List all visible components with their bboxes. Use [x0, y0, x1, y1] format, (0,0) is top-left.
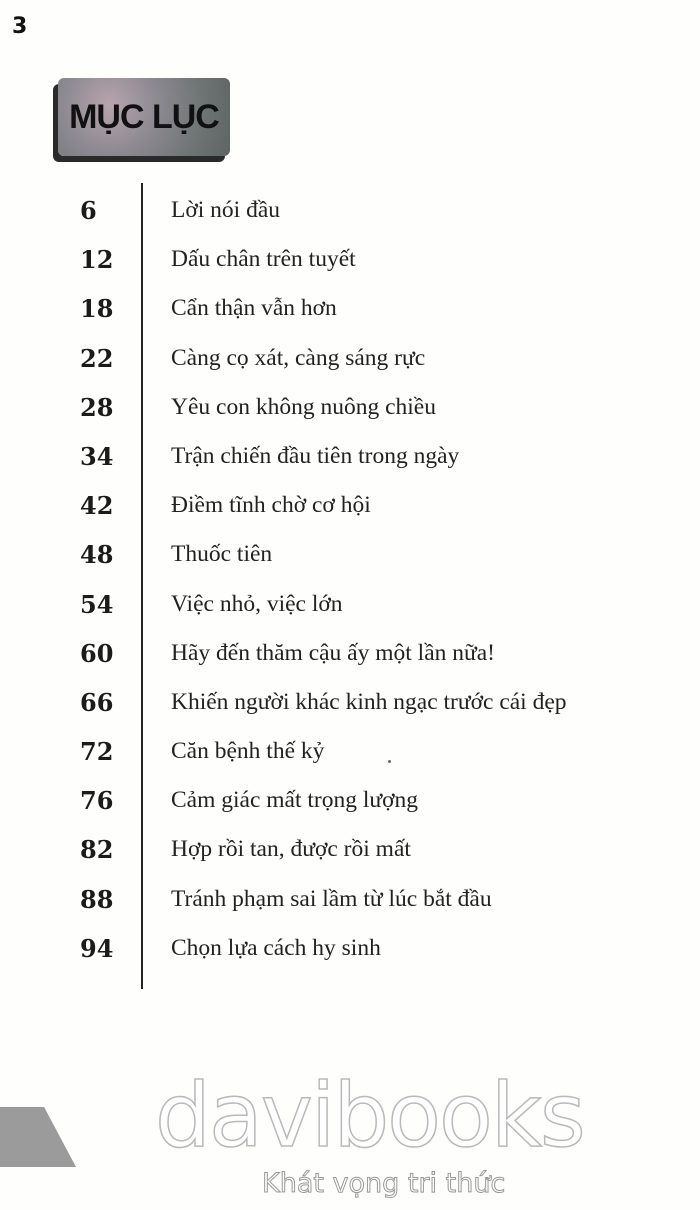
toc-entry-title: Hãy đến thăm cậu ấy một lần nữa! — [171, 639, 495, 666]
toc-entry-title: Cảm giác mất trọng lượng — [171, 787, 419, 814]
toc-entry-title: Điềm tĩnh chờ cơ hội — [171, 492, 371, 519]
toc-page-number: 34 — [80, 441, 114, 471]
toc-page-number: 66 — [80, 687, 114, 717]
toc-entry-title: Lời nói đầu — [171, 197, 281, 223]
toc-entry-title: Dấu chân trên tuyết — [171, 246, 356, 273]
toc-entry[interactable] — [0, 188, 700, 237]
page-number-tab — [0, 1107, 76, 1167]
toc-heading-badge — [58, 78, 230, 156]
toc-entry-title: Thuốc tiên — [171, 541, 273, 568]
toc-entry-title: Căn bệnh thế kỷ — [171, 738, 325, 765]
toc-page-number: 6 — [80, 196, 97, 225]
toc-entry[interactable] — [0, 237, 700, 286]
toc-page-number: 72 — [80, 737, 114, 767]
toc-entry[interactable] — [0, 434, 700, 483]
toc-entry[interactable] — [0, 532, 700, 581]
toc-entry[interactable] — [0, 582, 700, 631]
toc-page-number: 12 — [80, 245, 114, 275]
toc-entry-title: Cẩn thận vẫn hơn — [171, 295, 337, 322]
toc-entry[interactable] — [0, 336, 700, 385]
toc-entry[interactable] — [0, 827, 700, 876]
toc-entry[interactable] — [0, 385, 700, 434]
toc-entry-title: Trận chiến đầu tiên trong ngày — [171, 442, 460, 469]
table-of-contents — [0, 188, 700, 975]
toc-entry[interactable] — [0, 680, 700, 729]
toc-entry-title: Càng cọ xát, càng sáng rực — [171, 344, 426, 371]
toc-page-number: 60 — [80, 638, 114, 668]
toc-page-number: 82 — [80, 835, 114, 865]
toc-entry[interactable] — [0, 631, 700, 680]
toc-entry-title: Yêu con không nuông chiều — [171, 393, 436, 420]
toc-page-number: 88 — [80, 884, 114, 914]
toc-page-number: 42 — [80, 491, 114, 521]
toc-entry[interactable] — [0, 729, 700, 778]
toc-entry[interactable] — [0, 877, 700, 926]
toc-entry[interactable] — [0, 286, 700, 335]
toc-heading: MỤC LỤC — [69, 97, 219, 136]
toc-entry[interactable] — [0, 483, 700, 532]
toc-page-number: 76 — [80, 786, 114, 816]
publisher-tagline: Khát vọng tri thức — [262, 1168, 506, 1199]
toc-page-number: 18 — [80, 294, 114, 324]
page-number: 3 — [12, 14, 28, 39]
toc-entry-title: Việc nhỏ, việc lớn — [171, 590, 343, 617]
toc-entry-title: Hợp rồi tan, được rồi mất — [171, 836, 411, 863]
toc-page-number: 28 — [80, 392, 114, 422]
toc-entry-title: Chọn lựa cách hy sinh — [171, 934, 381, 961]
toc-page-number: 22 — [80, 343, 114, 373]
toc-entry[interactable] — [0, 926, 700, 975]
toc-page-number: 54 — [80, 589, 114, 619]
toc-entry-title: Tránh phạm sai lầm từ lúc bắt đầu — [171, 885, 492, 912]
toc-page-number: 94 — [80, 933, 114, 963]
toc-entry[interactable] — [0, 778, 700, 827]
toc-entry-title: Khiến người khác kinh ngạc trước cái đẹp — [171, 688, 567, 715]
publisher-logo: davibooks — [155, 1064, 584, 1167]
toc-page-number: 48 — [80, 540, 114, 570]
